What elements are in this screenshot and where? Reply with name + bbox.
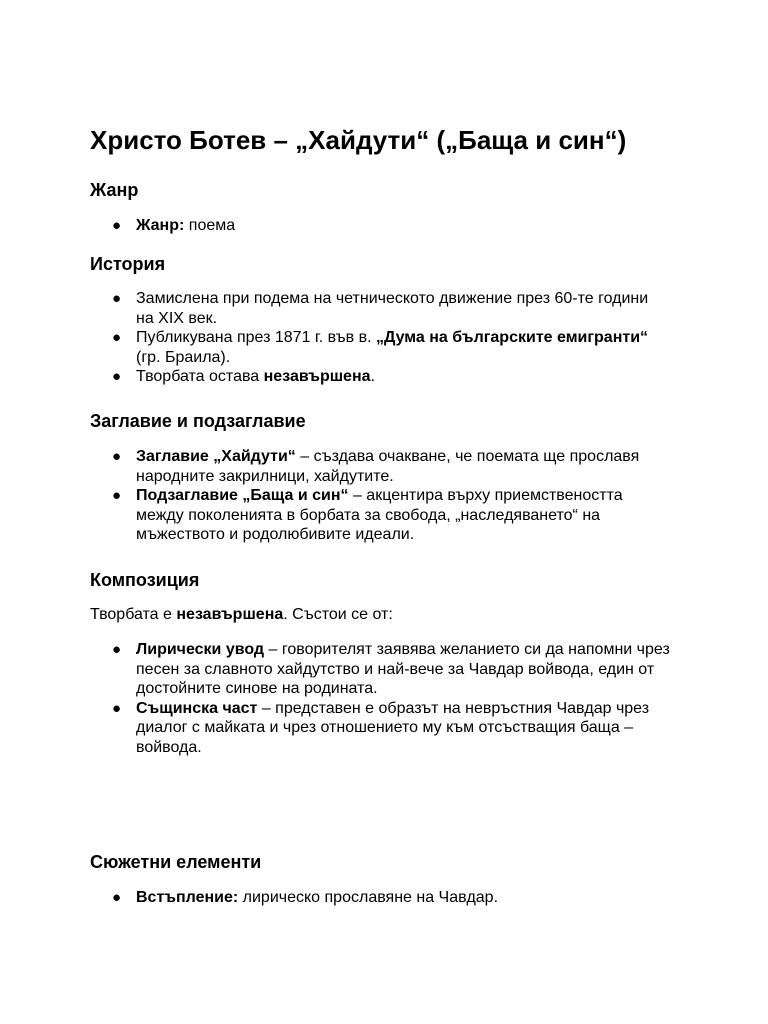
section-heading-plot: Сюжетни елементи: [90, 852, 262, 872]
item-bold: Същинска част: [136, 699, 258, 717]
item-bold: Заглавие „Хайдути“: [136, 448, 296, 465]
list-item: [110, 367, 670, 387]
item-text: – акцентира върху приемствеността между поколенията в борбата за свобода, „наследяването“ на мъжеството и родолюбивите идеали.: [136, 487, 623, 543]
bullet-icon: ●: [112, 368, 122, 385]
section-heading-composition: Композиция: [90, 570, 200, 590]
item-text: поема: [184, 217, 236, 234]
item-text: Замислена при подема на четническото движение през 60-те години на XIX век.: [136, 290, 649, 327]
list-item: [110, 328, 670, 367]
item-bold: Встъпление:: [136, 889, 239, 906]
bullet-icon: ●: [112, 889, 122, 906]
item-bold: Подзаглавие „Баща и син“: [136, 487, 349, 504]
section-heading-title-subtitle: Заглавие и подзаглавие: [90, 411, 306, 431]
composition-intro: [90, 605, 393, 625]
bullet-icon: ●: [112, 487, 122, 504]
intro-text: Творбата е: [90, 606, 177, 623]
item-bold: „Дума на българските емигранти“: [375, 329, 649, 346]
item-text: – представен е образът на невръстния Чавдар чрез диалог с майката и чрез отношението му към отсъстващия баща – войвода.: [136, 699, 650, 756]
document-title: Христо Ботев – „Хайдути“ („Баща и син“): [90, 125, 627, 155]
bullet-icon: ●: [112, 448, 122, 465]
intro-text-end: . Състои се от:: [283, 606, 393, 623]
list-item: [110, 888, 670, 908]
bullet-icon: ●: [112, 329, 122, 346]
title-subtitle-list: [110, 447, 670, 545]
list-item: [110, 289, 670, 328]
bullet-icon: ●: [112, 699, 122, 717]
item-bold: незавършена: [263, 368, 371, 385]
item-text: Публикувана през 1871 г. във в.: [136, 329, 376, 346]
item-text: лирическо прославяне на Чавдар.: [238, 889, 499, 906]
bullet-icon: ●: [112, 290, 122, 307]
item-text: – създава очакване, че поемата ще прославя народните закрилници, хайдутите.: [136, 448, 640, 485]
list-item: [110, 447, 670, 486]
list-item: [110, 216, 670, 236]
item-bold: Жанр:: [136, 217, 185, 234]
section-heading-genre: Жанр: [90, 180, 139, 200]
item-text-end: (гр. Браила).: [136, 348, 231, 366]
plot-list: [110, 888, 670, 908]
intro-bold: незавършена: [176, 606, 284, 623]
item-text: Творбата остава: [136, 368, 264, 385]
genre-list: [110, 216, 670, 236]
list-item: [110, 486, 670, 545]
list-item: [110, 699, 670, 758]
bullet-icon: ●: [112, 217, 122, 234]
item-text-end: .: [370, 368, 375, 385]
item-bold: Лирически увод: [136, 641, 265, 658]
bullet-icon: ●: [112, 641, 122, 658]
history-list: [110, 289, 670, 387]
section-heading-history: История: [90, 254, 166, 274]
composition-list: [110, 640, 670, 757]
list-item: [110, 640, 670, 699]
item-text: – говорителят заявява желанието си да напомни чрез песен за славното хайдутство и най-вече за Чавдар войвода, един от достойните синове на родината.: [136, 641, 670, 697]
